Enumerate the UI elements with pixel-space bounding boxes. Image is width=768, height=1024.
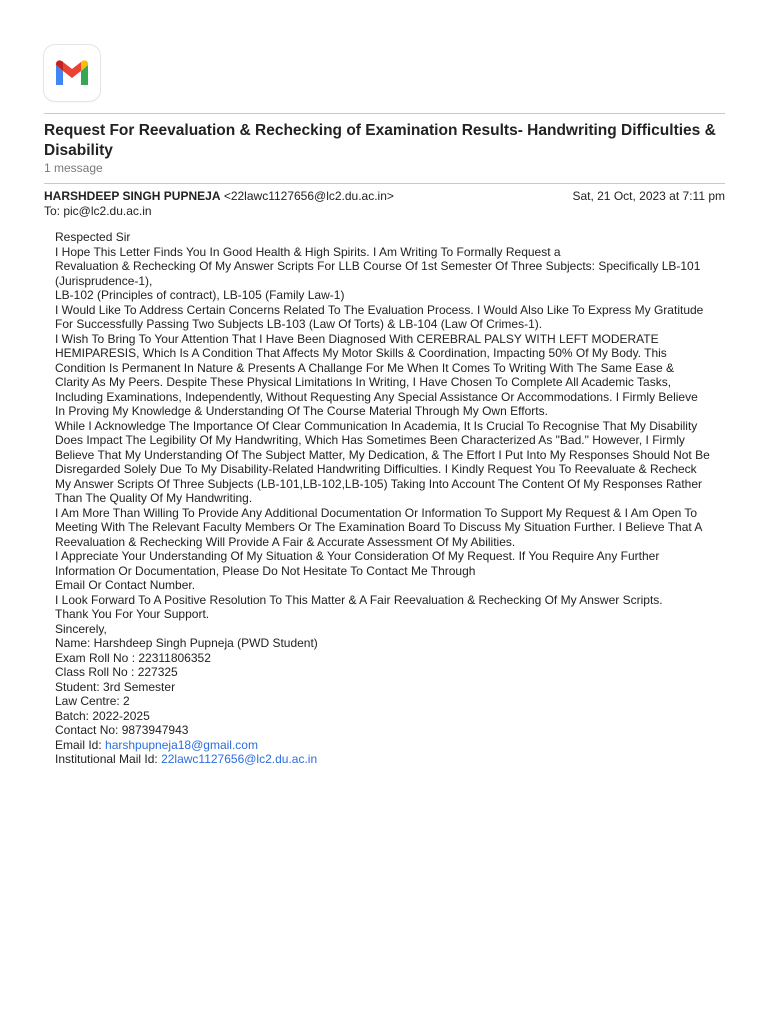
- body-line: Name: Harshdeep Singh Pupneja (PWD Student): [55, 636, 318, 650]
- body-line: LB-102 (Principles of contract), LB-105 (Family Law-1): [55, 288, 345, 302]
- recipient-line: To: pic@lc2.du.ac.in: [44, 204, 152, 218]
- body-line: Revaluation & Rechecking Of My Answer Scripts For LLB Course Of 1st Semester Of Three Subjects: Specifically LB-101: [55, 259, 701, 273]
- body-line: Disregarded Solely Due To My Disability-Related Handwriting Difficulties. I Kindly Request You To Reevaluate & Recheck: [55, 462, 697, 476]
- body-line: Respected Sir: [55, 230, 131, 244]
- body-line: Exam Roll No : 22311806352: [55, 650, 211, 665]
- sender-line: [44, 189, 394, 204]
- message-count: 1 message: [44, 161, 103, 175]
- body-line: Sincerely,: [55, 621, 107, 636]
- body-line: Thank You For Your Support.: [55, 607, 210, 621]
- body-line: For Successfully Passing Two Subjects LB-103 (Law Of Torts) & LB-104 (Law Of Crimes-1).: [55, 317, 543, 331]
- gmail-logo-icon: [54, 59, 90, 87]
- body-line: Contact No: 9873947943: [55, 723, 189, 737]
- body-line: While I Acknowledge The Importance Of Clear Communication In Academia, It Is Crucial To Recognise That My Disability: [55, 418, 698, 433]
- email-id-line: [55, 738, 725, 753]
- body-line: I Appreciate Your Understanding Of My Situation & Your Consideration Of My Request. If You Require Any Further: [55, 549, 660, 563]
- message-date: Sat, 21 Oct, 2023 at 7:11 pm: [572, 189, 725, 203]
- body-line: Including Examinations, Independently, Without Requesting Any Special Assistance Or Accommodations. I Firmly Believe: [55, 389, 698, 404]
- sender-address: <22lawc1127656@lc2.du.ac.in>: [223, 189, 394, 203]
- body-line: My Answer Scripts Of Three Subjects (LB-101,LB-102,LB-105) Taking Into Account The Content Of My Responses Rather: [55, 476, 702, 491]
- body-line: I Would Like To Address Certain Concerns Related To The Evaluation Process. I Would Also Like To Express My Gratitude: [55, 302, 704, 317]
- body-line: Than The Quality Of My Handwriting.: [55, 491, 253, 505]
- institutional-mail-line: [55, 752, 725, 767]
- body-line: Law Centre: 2: [55, 694, 130, 708]
- body-line: Class Roll No : 227325: [55, 665, 178, 679]
- header-divider: [44, 113, 725, 114]
- body-line: Condition Is Permanent In Nature & Presents A Challange For Me When It Comes To Writing With The Same Ease &: [55, 360, 674, 375]
- body-line: Reevaluation & Rechecking Will Provide A Fair & Accurate Assessment Of My Abilities.: [55, 534, 516, 549]
- email-id-label: Email Id:: [55, 737, 106, 752]
- body-line: Clarity As My Peers. Despite These Physical Limitations In Writing, I Have Chosen To Complete All Academic Tasks,: [55, 375, 672, 389]
- body-line: I Am More Than Willing To Provide Any Additional Documentation Or Information To Support My Request & I Am Open To: [55, 505, 698, 520]
- gmail-logo: [44, 45, 100, 101]
- sender-name: HARSHDEEP SINGH PUPNEJA: [44, 189, 221, 203]
- body-line: HEMIPARESIS, Which Is A Condition That Affects My Motor Skills & Coordination, Impacting 50% Of My Body. This: [55, 346, 667, 360]
- body-line: In Proving My Knowledge & Understanding Of The Course Material Through My Own Efforts.: [55, 404, 548, 418]
- body-line: (Jurisprudence-1),: [55, 273, 153, 288]
- institutional-mail-label: Institutional Mail Id:: [55, 752, 162, 766]
- email-subject: Request For Reevaluation & Rechecking of Examination Results- Handwriting Difficulties & Disability: [44, 122, 716, 159]
- body-line: Does Impact The Legibility Of My Handwriting, Which Has Sometimes Been Characterized As "Bad." However, I Firmly: [55, 433, 685, 447]
- institutional-email-link[interactable]: 22lawc1127656@lc2.du.ac.in: [161, 752, 318, 766]
- body-line: I Hope This Letter Finds You In Good Health & High Spirits. I Am Writing To Formally Request a: [55, 244, 561, 259]
- body-line: Information Or Documentation, Please Do Not Hesitate To Contact Me Through: [55, 563, 476, 578]
- personal-email-link[interactable]: harshpupneja18@gmail.com: [105, 737, 258, 752]
- body-line: I Wish To Bring To Your Attention That I Have Been Diagnosed With CEREBRAL PALSY WITH LEFT MODERATE: [55, 331, 659, 346]
- body-line: Batch: 2022-2025: [55, 708, 150, 723]
- body-line: Meeting With The Relevant Faculty Members Or The Examination Board To Discuss My Situation Further. I Believe That A: [55, 520, 703, 534]
- message-divider: [44, 183, 725, 184]
- body-line: Student: 3rd Semester: [55, 679, 176, 694]
- body-line: Believe That My Understanding Of The Subject Matter, My Dedication, & The Effort I Put Into My Responses Should Not Be: [55, 447, 710, 462]
- message-body: [55, 230, 725, 767]
- body-line: I Look Forward To A Positive Resolution To This Matter & A Fair Reevaluation & Rechecking Of My Answer Scripts.: [55, 592, 663, 607]
- body-line: Email Or Contact Number.: [55, 578, 196, 592]
